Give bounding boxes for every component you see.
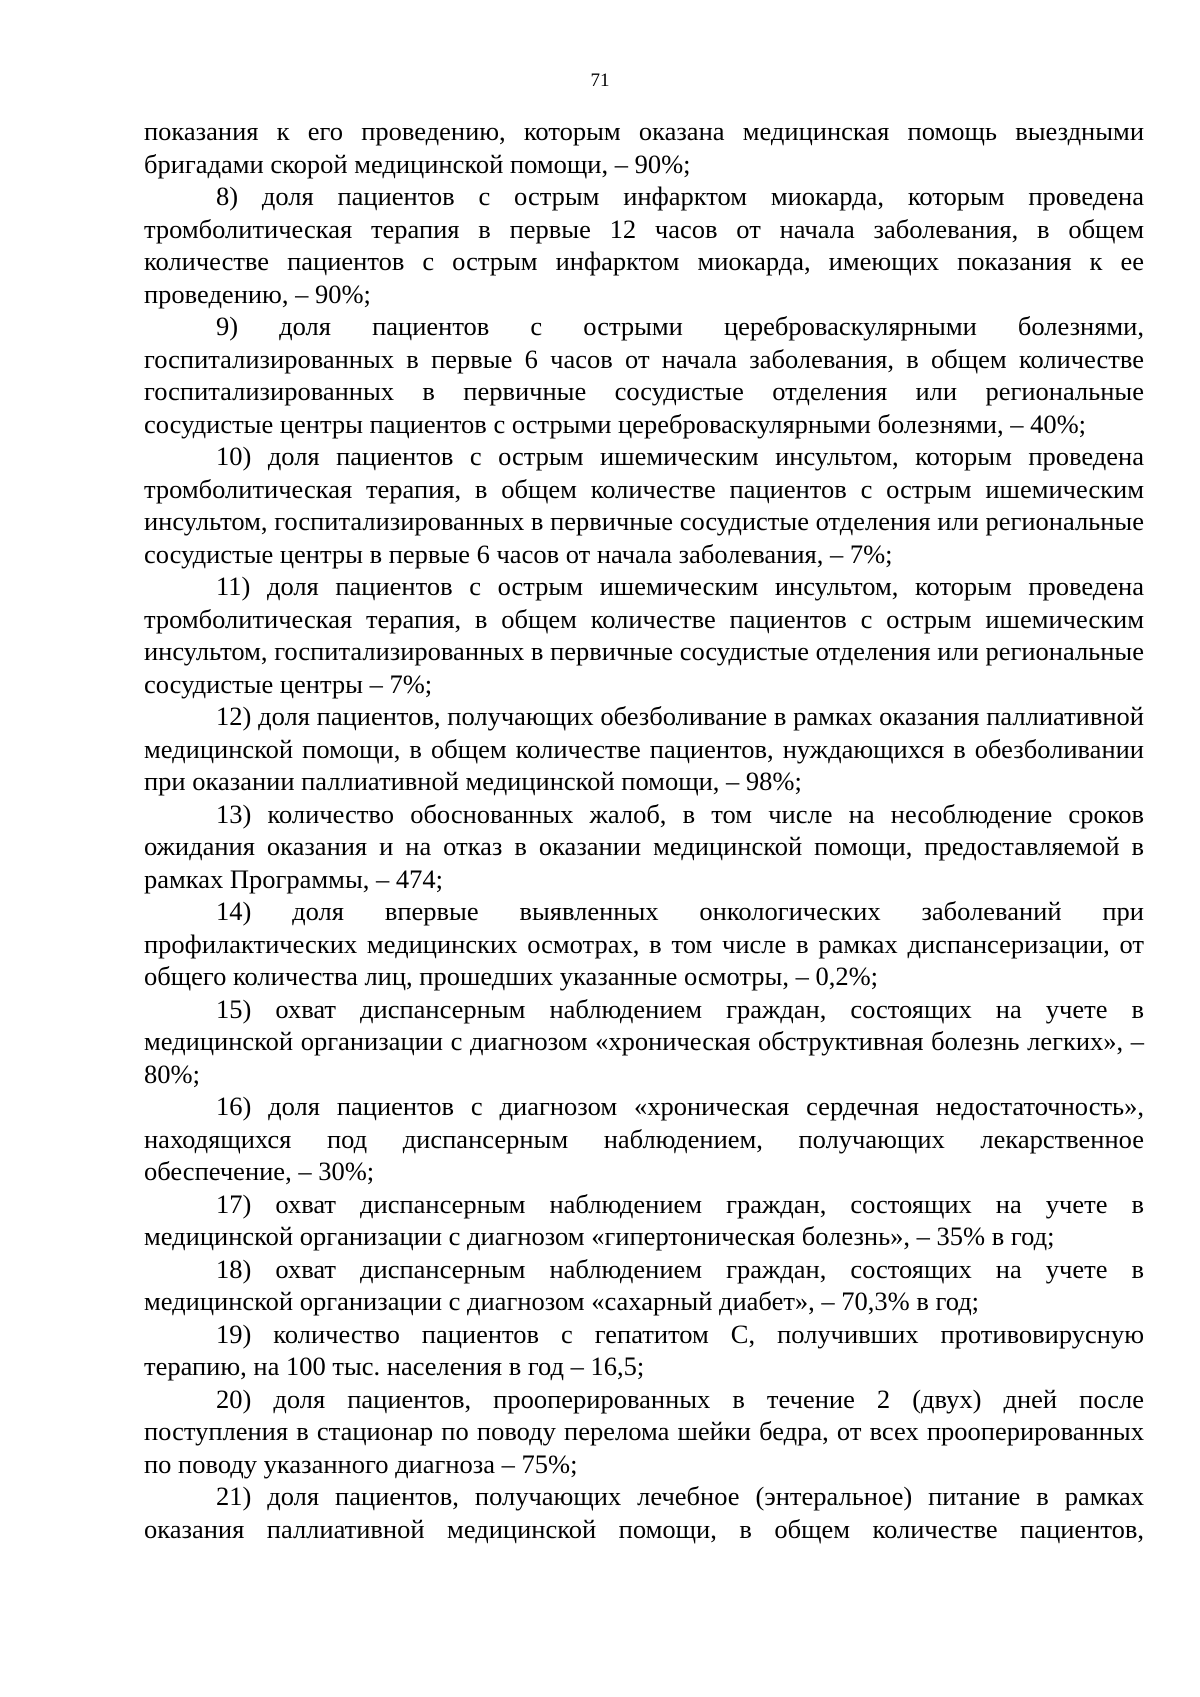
paragraph-item-16: 16) доля пациентов с диагнозом «хроническая сердечная недостаточность», находящихся под диспансерным наблюдением, получающих лекарственное обеспечение, – 30%; (144, 1091, 1144, 1186)
paragraph-item-21: 21) доля пациентов, получающих лечебное (энтеральное) питание в рамках оказания паллиативной медицинской помощи, в общем количестве пациентов, (144, 1481, 1144, 1544)
paragraph-item-8: 8) доля пациентов с острым инфарктом миокарда, которым проведена тромболитическая терапия в первые 12 часов от начала заболевания, в общем количестве пациентов с острым инфарктом миокарда, имеющих показания к ее проведению, – 90%; (144, 181, 1144, 309)
paragraph-item-17: 17) охват диспансерным наблюдением граждан, состоящих на учете в медицинской организации с диагнозом «гипертоническая болезнь», – 35% в год; (144, 1188, 1144, 1251)
paragraph-item-11: 11) доля пациентов с острым ишемическим инсультом, которым проведена тромболитическая терапия, в общем количестве пациентов с острым ишемическим инсультом, госпитализированных в первичные сосудистые отделения или региональные сосудистые центры – 7%; (144, 571, 1144, 699)
paragraph-item-10: 10) доля пациентов с острым ишемическим инсультом, которым проведена тромболитическая терапия, в общем количестве пациентов с острым ишемическим инсультом, госпитализированных в первичные сосудистые отделения или региональные сосудистые центры в первые 6 часов от начала заболевания, – 7%; (144, 441, 1144, 569)
paragraph-item-13: 13) количество обоснованных жалоб, в том числе на несоблюдение сроков ожидания оказания и на отказ в оказании медицинской помощи, предоставляемой в рамках Программы, – 474; (144, 798, 1144, 894)
paragraph-item-20: 20) доля пациентов, прооперированных в течение 2 (двух) дней после поступления в стационар по поводу перелома шейки бедра, от всех прооперированных по поводу указанного диагноза – 75%; (144, 1383, 1144, 1479)
document-body (144, 115, 1144, 1545)
paragraph-item-15: 15) охват диспансерным наблюдением граждан, состоящих на учете в медицинской организации с диагнозом «хроническая обструктивная болезнь легких», – 80%; (144, 993, 1144, 1089)
paragraph-item-9: 9) доля пациентов с острыми цереброваскулярными болезнями, госпитализированных в первые 6 часов от начала заболевания, в общем количестве госпитализированных в первичные сосудистые отделения или региональные сосудистые центры пациентов с острыми цереброваскулярными болезнями, – 40%; (144, 311, 1144, 439)
paragraph-item-12: 12) доля пациентов, получающих обезболивание в рамках оказания паллиативной медицинской помощи, в общем количестве пациентов, нуждающихся в обезболивании при оказании паллиативной медицинской помощи, – 98%; (144, 701, 1144, 796)
paragraph-item-18: 18) охват диспансерным наблюдением граждан, состоящих на учете в медицинской организации с диагнозом «сахарный диабет», – 70,3% в год; (144, 1253, 1144, 1316)
paragraph-item-19: 19) количество пациентов с гепатитом С, получивших противовирусную терапию, на 100 тыс. населения в год – 16,5; (144, 1318, 1144, 1381)
paragraph-continuation: показания к его проведению, которым оказана медицинская помощь выездными бригадами скорой медицинской помощи, – 90%; (144, 116, 1144, 179)
paragraph-item-14: 14) доля впервые выявленных онкологических заболеваний при профилактических медицинских осмотрах, в том числе в рамках диспансеризации, от общего количества лиц, прошедших указанные осмотры, – 0,2%; (144, 896, 1144, 991)
page-number: 71 (590, 70, 610, 91)
